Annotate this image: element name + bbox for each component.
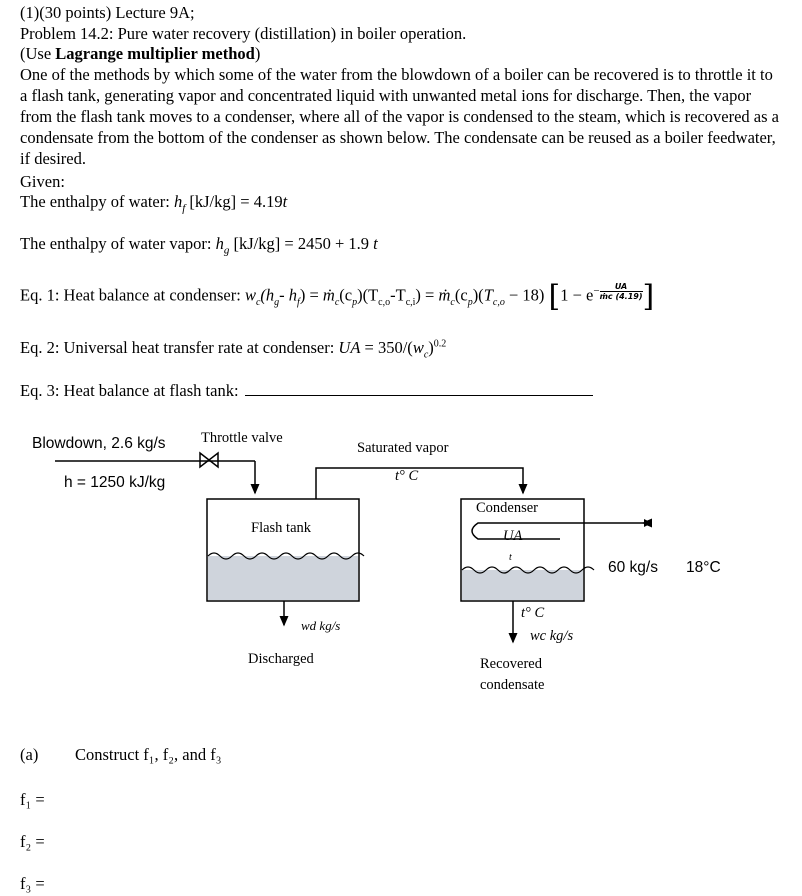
inlet-enthalpy-label: h = 1250 kJ/kg xyxy=(64,474,166,491)
coolant-temp-label: 18°C xyxy=(686,559,721,576)
method-note: (Use Lagrange multiplier method) xyxy=(20,44,261,63)
answer-f2[interactable]: f₂ = xyxy=(20,832,45,851)
throttle-valve-icon xyxy=(200,453,218,467)
blowdown-label: Blowdown, 2.6 kg/s xyxy=(32,435,166,452)
given-label: Given: xyxy=(20,172,65,191)
condenser-liquid xyxy=(462,570,583,600)
answer-blank[interactable] xyxy=(245,381,593,396)
discharged-label: Discharged xyxy=(248,651,314,667)
saturated-vapor-label: Saturated vapor xyxy=(357,440,449,456)
enthalpy-vapor: The enthalpy of water vapor: $h_g$ [kJ/kg] = 2450 + 1.9 t xyxy=(20,234,378,257)
exponent-fraction: $\frac{UA}{\text{ṁc (4.19)}}$ xyxy=(599,282,643,301)
enthalpy-water: The enthalpy of water: $h_f$ [kJ/kg] = 4.19t xyxy=(20,192,288,215)
answer-f1[interactable]: f₁ = xyxy=(20,790,45,809)
condensate-label: condensate xyxy=(480,677,545,693)
vapor-temp-label: t° C xyxy=(395,468,419,484)
throttle-valve-label: Throttle valve xyxy=(201,430,283,446)
condensate-temp-label: t° C xyxy=(521,605,545,621)
coolant-flow-label: 60 kg/s xyxy=(608,559,658,576)
equation-3: Eq. 3: Heat balance at flash tank: xyxy=(20,381,593,401)
flash-tank-liquid xyxy=(208,556,358,600)
answer-f3[interactable]: f₃ = xyxy=(20,874,45,893)
flash-tank-label: Flash tank xyxy=(251,520,312,536)
coolant-tube xyxy=(472,523,643,539)
part-a-label: (a) xyxy=(20,745,39,764)
process-diagram xyxy=(0,420,802,700)
discharge-flow-label: wd kg/s xyxy=(301,618,341,633)
problem-description: One of the methods by which some of the water from the blowdown of a boiler can be recovered is to throttle it to a flash tank, generating vapor and concentrated liquid with unwanted metal ions for discharge. Then, the vapor from the flash tank moves to a condenser, where all of the vapor is condensed to the steam, which is recovered as a condensate from the bottom of the condenser as shown below. The condensate can be reused as a boiler feedwater, if desired. xyxy=(20,65,779,168)
t-small-label: t xyxy=(509,552,512,563)
equation-2: Eq. 2: Universal heat transfer rate at condenser: UA = $350/(w_c)^{0.2}$ xyxy=(20,338,447,361)
recovered-label: Recovered xyxy=(480,656,542,672)
problem-header: (1)(30 points) Lecture 9A; xyxy=(20,3,195,22)
condensate-flow-label: wc kg/s xyxy=(530,628,574,644)
ua-label: UA xyxy=(503,528,523,544)
problem-title: Problem 14.2: Pure water recovery (distillation) in boiler operation. xyxy=(20,24,467,43)
part-a-text: Construct f₁, f₂, and f₃ xyxy=(75,745,222,764)
equation-1: Eq. 1: Heat balance at condenser: $w_c(h_g-$ $h_f$) = $ṁ_c(c_p)(T_{c,o}-T_{c,i})$ = $ṁ_c(c_p)(T_{c,o} - 18) [1 - e^{- \frac{UA}{\text{ṁc (4.19)}}}$ ] xyxy=(20,278,655,314)
condenser-label: Condenser xyxy=(476,500,539,516)
vapor-line xyxy=(316,468,523,499)
